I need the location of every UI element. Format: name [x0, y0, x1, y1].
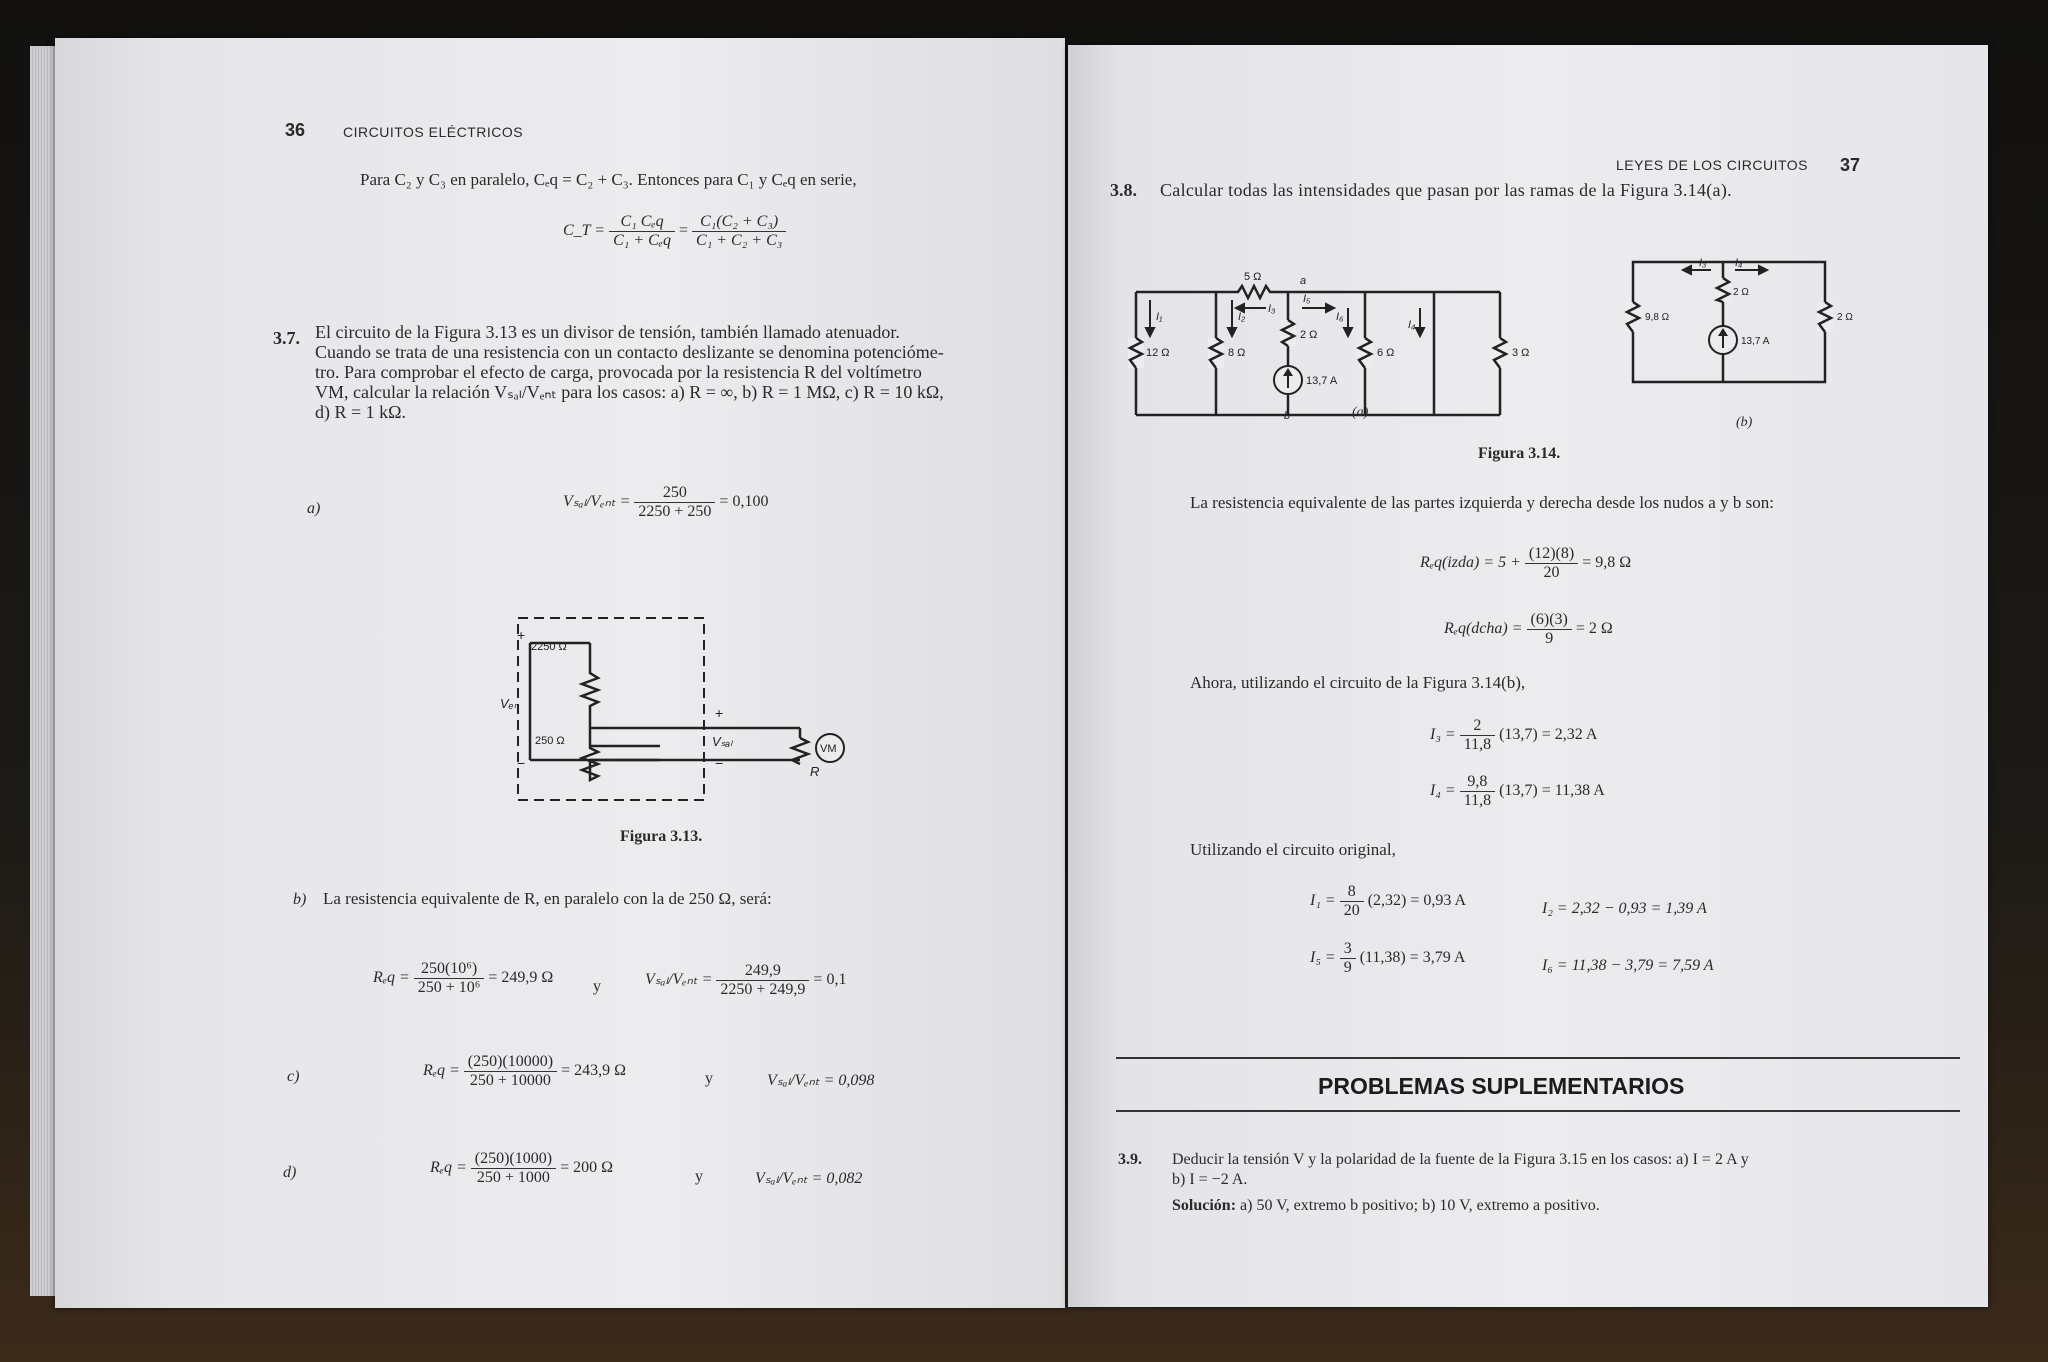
problem-3-9-line2: b) I = −2 A.	[1172, 1171, 1248, 1188]
i4-equation: I₄ = $\frac{9,8}{11,8}$ (13,7) = 11,38 A	[1430, 773, 1605, 809]
figure-3-14-caption: Figura 3.14.	[1478, 445, 1561, 462]
label-r2: 2 Ω	[1300, 329, 1318, 341]
part-d-label: d)	[283, 1164, 297, 1181]
part-b-y: y	[593, 978, 601, 995]
part-c-label: c)	[287, 1068, 300, 1085]
figure-3-14b-circuit	[1623, 250, 1853, 400]
label-r5: 5 Ω	[1244, 271, 1262, 283]
problem-3-7-number: 3.7.	[273, 328, 300, 348]
label-i6: I₆	[1336, 311, 1344, 323]
label-b-r2a: 2 Ω	[1733, 287, 1749, 298]
section-rule-top	[1116, 1057, 1960, 1059]
fig-3-14-sub-b: (b)	[1736, 415, 1753, 430]
label-b-source: 13,7 A	[1741, 336, 1770, 347]
problem-3-8-text: Calcular todas las intensidades que pasan por las ramas de la Figura 3.14(a).	[1160, 180, 1732, 200]
i2-equation: I₂ = 2,32 − 0,93 = 1,39 A	[1542, 900, 1707, 917]
ahora-text: Ahora, utilizando el circuito de la Figura 3.14(b),	[1190, 673, 1526, 692]
label-vin: Vₑₙ	[500, 696, 519, 711]
label-i5: I₅	[1303, 293, 1311, 305]
figure-3-13-circuit	[500, 598, 837, 798]
part-d-y: y	[695, 1168, 703, 1185]
label-250: 250 Ω	[535, 735, 565, 747]
original-text: Utilizando el circuito original,	[1190, 840, 1396, 859]
fig-3-14-sub-a: (a)	[1352, 405, 1369, 420]
label-r8: 8 Ω	[1228, 347, 1246, 359]
req-dcha: Rₑq(dcha) = $\frac{(6)(3)}{9}$ = 2 Ω	[1444, 611, 1613, 647]
label-vout: Vₛₐₗ	[712, 734, 733, 749]
intro-line: Para C₂ y C₃ en paralelo, Cₑq = C₂ + C₃. Entonces para C₁ y Cₑq en serie,	[360, 170, 857, 189]
minus-in: −	[517, 755, 526, 771]
resistor-5	[1216, 286, 1288, 298]
i5-equation: I₅ = $\frac{3}{9}$ (11,38) = 3,79 A	[1310, 940, 1466, 976]
part-a-formula: Vₛₐₗ/Vₑₙₜ = $\frac{250}{2250 + 250}$ = 0,100	[563, 484, 769, 520]
plus-in: +	[517, 627, 526, 643]
label-2250: 2250 Ω	[531, 641, 567, 653]
running-head: CIRCUITOS ELÉCTRICOS	[343, 124, 524, 140]
label-b-i4: I₄	[1735, 257, 1743, 269]
problem-3-9-solution: Solución: a) 50 V, extremo b positivo; b) 10 V, extremo a positivo.	[1172, 1197, 1600, 1214]
label-r: R	[810, 764, 820, 779]
part-d-req: Rₑq = $\frac{(250)(1000)}{250 + 1000}$ = 200 Ω	[430, 1150, 613, 1186]
label-r3: 3 Ω	[1512, 347, 1530, 359]
i6-equation: I₆ = 11,38 − 3,79 = 7,59 A	[1542, 957, 1714, 974]
label-r12: 12 Ω	[1146, 347, 1170, 359]
problem-3-8-number: 3.8.	[1110, 180, 1137, 200]
plus-out: +	[715, 705, 724, 721]
part-c-y: y	[705, 1070, 713, 1087]
section-title: PROBLEMAS SUPLEMENTARIOS	[1318, 1073, 1685, 1099]
minus-out: −	[715, 755, 724, 771]
part-a-label: a)	[307, 500, 321, 517]
i3-equation: I₃ = $\frac{2}{11,8}$ (13,7) = 2,32 A	[1430, 717, 1598, 753]
req-izda: Rₑq(izda) = 5 + $\frac{(12)(8)}{20}$ = 9,8 Ω	[1420, 545, 1632, 581]
part-b-req: Rₑq = $\frac{\text{250(10⁶)}}{\text{250 + 10⁶}}$ = 249,9 Ω	[373, 960, 554, 996]
section-rule-bottom	[1116, 1110, 1960, 1112]
label-b-i3: I₃	[1699, 257, 1707, 269]
eq-resistance-text: La resistencia equivalente de las partes izquierda y derecha desde los nudos a y b son:	[1190, 493, 1774, 512]
label-b-r2b: 2 Ω	[1837, 312, 1853, 323]
label-vm: VM	[820, 743, 837, 755]
part-b-vratio: Vₛₐₗ/Vₑₙₜ = $\frac{249,9}{2250 + 249,9}$ = 0,1	[645, 962, 847, 998]
problem-3-7-text: El circuito de la Figura 3.13 es un divisor de tensión, también llamado atenuador. Cuando se trata de una resistencia con un contacto deslizante se denomina potencióme- tro. Para comprobar el efecto de carga, provocada por la resistencia R del voltímetro VM, calcular la relación Vₛₐₗ/Vₑₙₜ para los casos: a) R = ∞, b) R = 1 MΩ, c) R = 10 kΩ, d) R = 1 kΩ.	[315, 322, 944, 422]
left-page	[55, 38, 1065, 1308]
part-d-vratio: Vₛₐₗ/Vₑₙₜ = 0,082	[755, 1170, 863, 1187]
part-b-label: b)	[293, 891, 307, 908]
part-c-req: Rₑq = $\frac{(250)(10000)}{250 + 10000}$ = 243,9 Ω	[423, 1053, 626, 1089]
ct-formula: C_T = $\frac{\text{C₁ Cₑq}}{\text{C₁ + Cₑq}}$ = $\frac{\text{C₁(C₂ + C₃)}}{\text{C₁ + C₂ + C₃}}$	[563, 213, 786, 250]
part-b-text: La resistencia equivalente de R, en paralelo con la de 250 Ω, será:	[323, 889, 772, 908]
label-source: 13,7 A	[1306, 375, 1338, 387]
problem-3-9-number: 3.9.	[1118, 1151, 1142, 1168]
figure-3-13-caption: Figura 3.13.	[620, 828, 703, 845]
page-number: 37	[1840, 155, 1861, 175]
label-b-r98: 9,8 Ω	[1645, 312, 1670, 323]
label-node-a: a	[1300, 275, 1307, 287]
running-head: LEYES DE LOS CIRCUITOS	[1616, 157, 1809, 173]
label-i1: I₁	[1156, 311, 1163, 323]
label-node-b: b	[1284, 410, 1291, 422]
label-i2: I₂	[1238, 311, 1246, 323]
problem-3-9-line1: Deducir la tensión V y la polaridad de la fuente de la Figura 3.15 en los casos: a) I = 2 A y	[1172, 1151, 1749, 1168]
figure-3-14a-circuit	[1128, 220, 1528, 420]
part-c-vratio: Vₛₐₗ/Vₑₙₜ = 0,098	[767, 1072, 875, 1089]
i1-equation: I₁ = $\frac{8}{20}$ (2,32) = 0,93 A	[1310, 883, 1467, 919]
label-i3: I₃	[1268, 303, 1276, 315]
label-r6: 6 Ω	[1377, 347, 1395, 359]
label-i4: I₄	[1408, 319, 1416, 331]
page-number: 36	[285, 120, 306, 140]
right-page	[1068, 45, 1988, 1307]
